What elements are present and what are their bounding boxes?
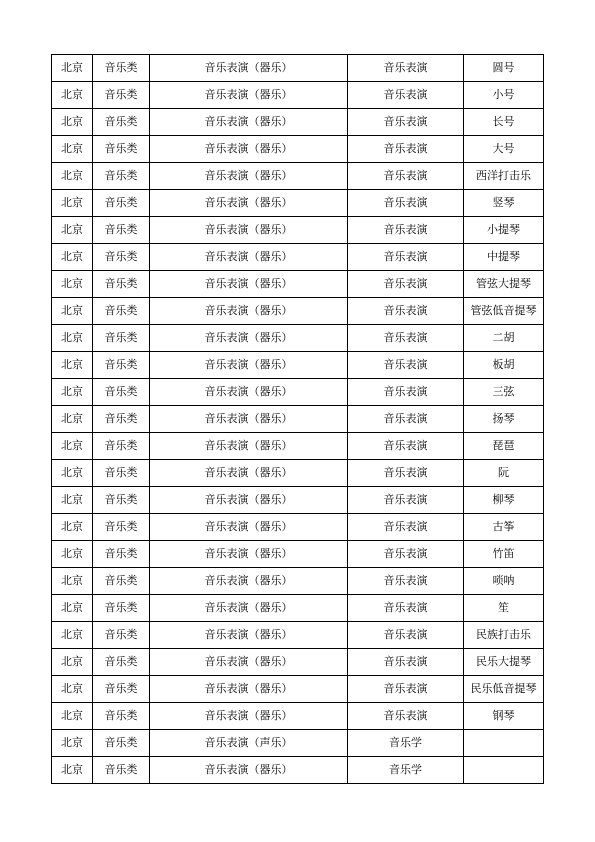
major-cell: 音乐表演（器乐） [150,244,348,271]
instrument-cell: 板胡 [464,352,544,379]
region-cell: 北京 [52,514,93,541]
category-cell: 音乐类 [93,622,150,649]
major-cell: 音乐表演（器乐） [150,352,348,379]
region-cell: 北京 [52,433,93,460]
instrument-cell: 三弦 [464,379,544,406]
category-cell: 音乐类 [93,406,150,433]
table-body [52,55,544,784]
table-row [52,433,544,460]
category-cell: 音乐类 [93,568,150,595]
category-cell: 音乐类 [93,82,150,109]
instrument-cell [464,730,544,757]
region-cell: 北京 [52,757,93,784]
major-cell: 音乐表演（器乐） [150,163,348,190]
category-cell: 音乐类 [93,460,150,487]
region-cell: 北京 [52,325,93,352]
program-cell: 音乐表演 [348,190,464,217]
instrument-cell: 唢呐 [464,568,544,595]
program-cell: 音乐表演 [348,595,464,622]
table-row [52,109,544,136]
region-cell: 北京 [52,217,93,244]
table-row [52,514,544,541]
program-cell: 音乐表演 [348,271,464,298]
region-cell: 北京 [52,595,93,622]
program-cell: 音乐表演 [348,244,464,271]
table-row [52,541,544,568]
category-cell: 音乐类 [93,190,150,217]
region-cell: 北京 [52,487,93,514]
region-cell: 北京 [52,568,93,595]
region-cell: 北京 [52,676,93,703]
table-row [52,568,544,595]
category-cell: 音乐类 [93,676,150,703]
instrument-cell: 小提琴 [464,217,544,244]
program-table [51,54,544,784]
category-cell: 音乐类 [93,136,150,163]
major-cell: 音乐表演（器乐） [150,109,348,136]
program-cell: 音乐表演 [348,406,464,433]
table-row [52,271,544,298]
major-cell: 音乐表演（器乐） [150,460,348,487]
major-cell: 音乐表演（器乐） [150,82,348,109]
program-cell: 音乐表演 [348,622,464,649]
table-row [52,703,544,730]
instrument-cell: 古筝 [464,514,544,541]
major-cell: 音乐表演（器乐） [150,595,348,622]
table-row [52,298,544,325]
instrument-cell: 民乐大提琴 [464,649,544,676]
region-cell: 北京 [52,622,93,649]
category-cell: 音乐类 [93,109,150,136]
major-cell: 音乐表演（器乐） [150,136,348,163]
table-row [52,82,544,109]
program-cell: 音乐表演 [348,325,464,352]
category-cell: 音乐类 [93,595,150,622]
table-row [52,676,544,703]
program-cell: 音乐表演 [348,676,464,703]
region-cell: 北京 [52,298,93,325]
program-cell: 音乐表演 [348,109,464,136]
category-cell: 音乐类 [93,163,150,190]
program-cell: 音乐学 [348,757,464,784]
program-cell: 音乐表演 [348,163,464,190]
category-cell: 音乐类 [93,541,150,568]
region-cell: 北京 [52,541,93,568]
instrument-cell: 民乐低音提琴 [464,676,544,703]
region-cell: 北京 [52,109,93,136]
region-cell: 北京 [52,379,93,406]
category-cell: 音乐类 [93,730,150,757]
instrument-cell: 阮 [464,460,544,487]
category-cell: 音乐类 [93,325,150,352]
category-cell: 音乐类 [93,352,150,379]
instrument-cell: 小号 [464,82,544,109]
region-cell: 北京 [52,352,93,379]
major-cell: 音乐表演（器乐） [150,298,348,325]
major-cell: 音乐表演（器乐） [150,379,348,406]
instrument-cell: 中提琴 [464,244,544,271]
instrument-cell: 民族打击乐 [464,622,544,649]
program-cell: 音乐表演 [348,82,464,109]
category-cell: 音乐类 [93,271,150,298]
instrument-cell: 二胡 [464,325,544,352]
major-cell: 音乐表演（器乐） [150,406,348,433]
table-row [52,352,544,379]
program-cell: 音乐表演 [348,460,464,487]
table-row [52,460,544,487]
major-cell: 音乐表演（器乐） [150,217,348,244]
category-cell: 音乐类 [93,757,150,784]
major-cell: 音乐表演（器乐） [150,757,348,784]
major-cell: 音乐表演（器乐） [150,55,348,82]
category-cell: 音乐类 [93,379,150,406]
major-cell: 音乐表演（器乐） [150,703,348,730]
major-cell: 音乐表演（器乐） [150,676,348,703]
region-cell: 北京 [52,649,93,676]
region-cell: 北京 [52,190,93,217]
table-row [52,595,544,622]
major-cell: 音乐表演（器乐） [150,568,348,595]
category-cell: 音乐类 [93,649,150,676]
category-cell: 音乐类 [93,433,150,460]
instrument-cell: 西洋打击乐 [464,163,544,190]
program-cell: 音乐表演 [348,541,464,568]
program-cell: 音乐表演 [348,352,464,379]
table-row [52,649,544,676]
program-cell: 音乐表演 [348,55,464,82]
major-cell: 音乐表演（器乐） [150,649,348,676]
instrument-cell [464,757,544,784]
region-cell: 北京 [52,271,93,298]
table-row [52,244,544,271]
table-row [52,622,544,649]
category-cell: 音乐类 [93,703,150,730]
instrument-cell: 琵琶 [464,433,544,460]
table-row [52,757,544,784]
major-cell: 音乐表演（器乐） [150,541,348,568]
region-cell: 北京 [52,244,93,271]
table-row [52,730,544,757]
instrument-cell: 长号 [464,109,544,136]
program-cell: 音乐表演 [348,136,464,163]
region-cell: 北京 [52,730,93,757]
program-cell: 音乐表演 [348,379,464,406]
table-row [52,487,544,514]
instrument-cell: 圆号 [464,55,544,82]
table-row [52,136,544,163]
region-cell: 北京 [52,82,93,109]
instrument-cell: 钢琴 [464,703,544,730]
program-cell: 音乐表演 [348,514,464,541]
instrument-cell: 管弦低音提琴 [464,298,544,325]
region-cell: 北京 [52,703,93,730]
major-cell: 音乐表演（器乐） [150,622,348,649]
instrument-cell: 大号 [464,136,544,163]
table-row [52,55,544,82]
table-row [52,163,544,190]
category-cell: 音乐类 [93,487,150,514]
major-cell: 音乐表演（器乐） [150,190,348,217]
major-cell: 音乐表演（声乐） [150,730,348,757]
instrument-cell: 笙 [464,595,544,622]
region-cell: 北京 [52,406,93,433]
category-cell: 音乐类 [93,514,150,541]
region-cell: 北京 [52,460,93,487]
program-cell: 音乐表演 [348,217,464,244]
major-cell: 音乐表演（器乐） [150,433,348,460]
region-cell: 北京 [52,55,93,82]
region-cell: 北京 [52,136,93,163]
program-cell: 音乐表演 [348,703,464,730]
table-row [52,217,544,244]
table-row [52,379,544,406]
table-row [52,190,544,217]
major-cell: 音乐表演（器乐） [150,271,348,298]
instrument-cell: 柳琴 [464,487,544,514]
major-cell: 音乐表演（器乐） [150,487,348,514]
table-row [52,325,544,352]
program-cell: 音乐表演 [348,568,464,595]
program-cell: 音乐学 [348,730,464,757]
program-cell: 音乐表演 [348,298,464,325]
table-row [52,406,544,433]
program-cell: 音乐表演 [348,433,464,460]
instrument-cell: 竹笛 [464,541,544,568]
major-cell: 音乐表演（器乐） [150,325,348,352]
program-cell: 音乐表演 [348,487,464,514]
region-cell: 北京 [52,163,93,190]
instrument-cell: 管弦大提琴 [464,271,544,298]
category-cell: 音乐类 [93,298,150,325]
major-cell: 音乐表演（器乐） [150,514,348,541]
category-cell: 音乐类 [93,217,150,244]
category-cell: 音乐类 [93,244,150,271]
category-cell: 音乐类 [93,55,150,82]
instrument-cell: 竖琴 [464,190,544,217]
instrument-cell: 扬琴 [464,406,544,433]
program-cell: 音乐表演 [348,649,464,676]
